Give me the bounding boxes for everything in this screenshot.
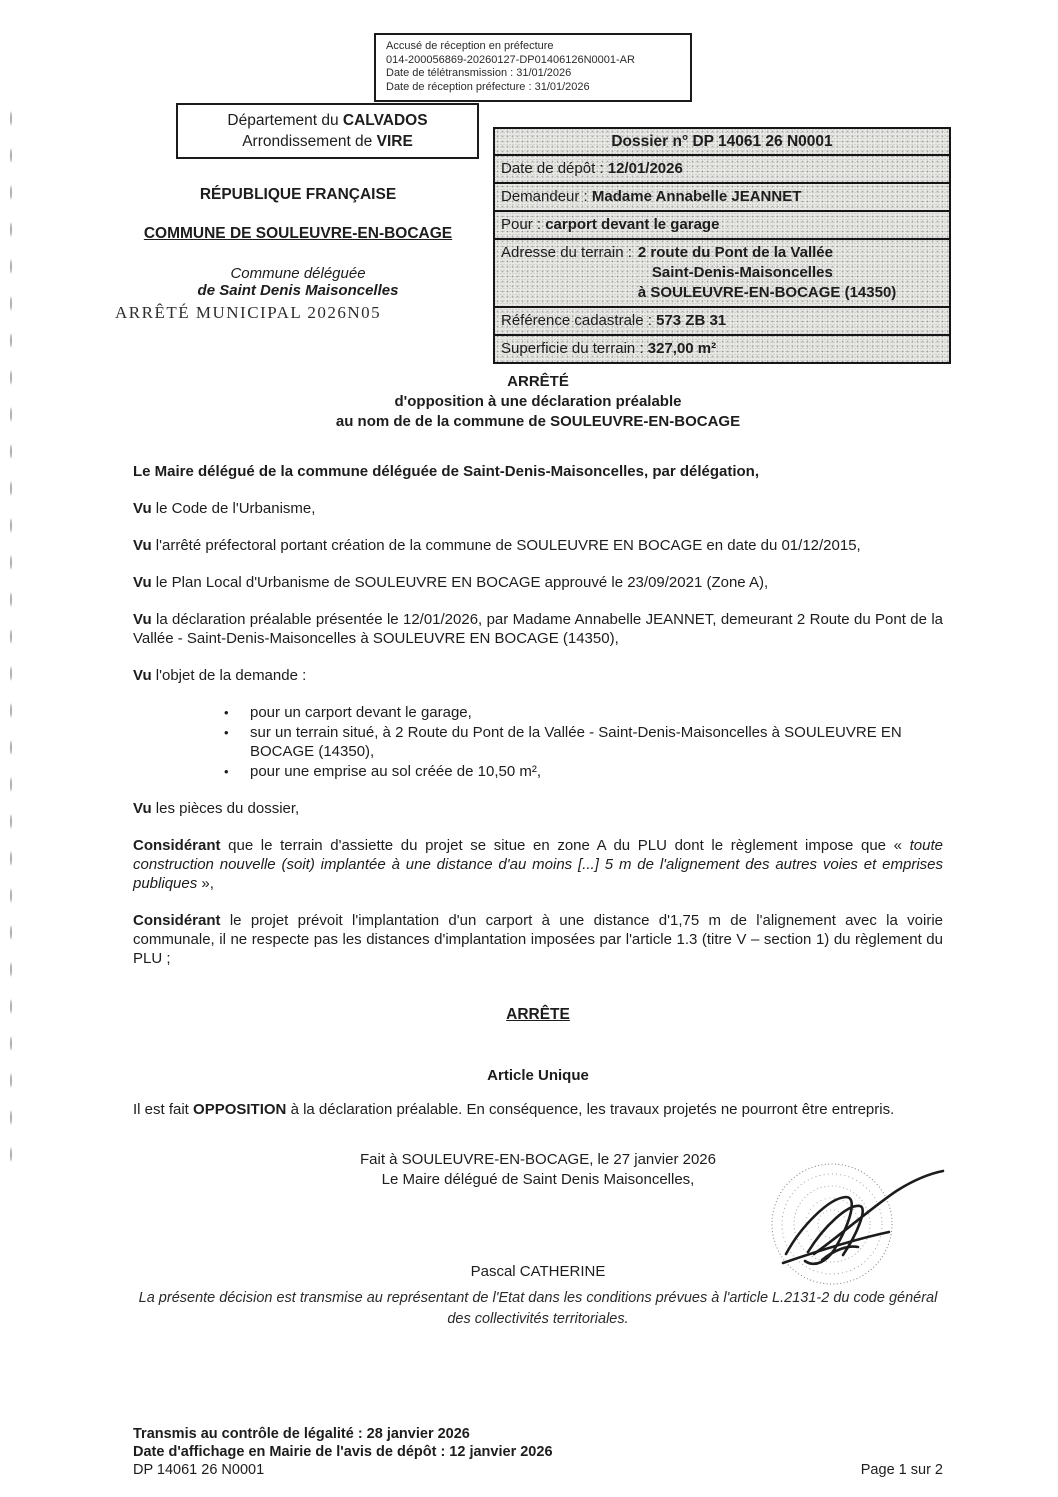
vu-label: Vu xyxy=(133,611,152,628)
plu-quote: toute construction nouvelle (soit) implantée à une distance d'au moins [...] 5 m de l'alignement des autres voies et emprises publiques xyxy=(133,837,944,892)
row-value: 12/01/2026 xyxy=(607,160,683,177)
opposition-keyword: OPPOSITION xyxy=(193,1101,287,1118)
department-box xyxy=(176,103,479,159)
signatory-name: Pascal CATHERINE xyxy=(470,1263,606,1280)
dossier-number: Dossier n° DP 14061 26 N0001 xyxy=(611,133,833,150)
title-line-2: d'opposition à une déclaration préalable xyxy=(394,393,682,410)
republic-title: RÉPUBLIQUE FRANÇAISE xyxy=(199,186,397,203)
arrete-heading: ARRÊTE xyxy=(506,1006,570,1023)
considerant-paragraph-2 xyxy=(133,911,943,968)
vu-text: les pièces du dossier, xyxy=(155,800,300,817)
title-line-3: au nom de de la commune de SOULEUVRE-EN-BOCAGE xyxy=(335,413,741,430)
document-title xyxy=(133,372,943,432)
bullet-item: • pour une emprise au sol créée de 10,50 m², xyxy=(220,762,943,781)
footer-line-controle: Transmis au contrôle de légalité : 28 janvier 2026 xyxy=(133,1426,470,1442)
signatory-title: Le Maire délégué de Saint Denis Maisoncelles, xyxy=(381,1171,695,1188)
mayor-signature-and-stamp xyxy=(756,1142,956,1300)
department-prefix: Département du xyxy=(227,112,339,129)
page-number: Page 1 sur 2 xyxy=(860,1462,943,1478)
vu-paragraph-5 xyxy=(133,666,943,685)
row-value: Madame Annabelle JEANNET xyxy=(591,188,802,205)
vu-label: Vu xyxy=(133,800,152,817)
table-row-superficie xyxy=(495,334,949,362)
reception-line-1: Accusé de réception en préfecture xyxy=(386,40,554,52)
row-value: carport devant le garage xyxy=(545,216,720,233)
row-label: Pour : xyxy=(501,216,542,233)
bullet-item: • pour un carport devant le garage, xyxy=(220,703,943,722)
intro-paragraph xyxy=(133,462,943,481)
stamp-outer-ring xyxy=(772,1164,892,1284)
row-label: Demandeur : xyxy=(501,188,588,205)
decision-paragraph xyxy=(133,1100,943,1119)
vu-paragraph-6 xyxy=(133,799,943,818)
delegated-commune-line2: de Saint Denis Maisoncelles xyxy=(197,282,399,299)
demande-bullet-list xyxy=(220,703,943,781)
address-line-2: Saint-Denis-Maisoncelles xyxy=(651,264,833,281)
considerant-label: Considérant xyxy=(133,837,221,854)
vu-label: Vu xyxy=(133,667,152,684)
commune-title: COMMUNE DE SOULEUVRE-EN-BOCAGE xyxy=(143,225,453,242)
arrondissement-prefix: Arrondissement de xyxy=(242,133,373,150)
reception-line-2: 014-200056869-20260127-DP01406126N0001-AR xyxy=(386,53,635,66)
table-row-adresse xyxy=(495,238,949,306)
arrondissement-name: VIRE xyxy=(376,133,413,150)
reception-line-3: Date de télétransmission : 31/01/2026 xyxy=(386,67,572,79)
vu-text: le Plan Local d'Urbanisme de SOULEUVRE EN BOCAGE approuvé le 23/09/2021 (Zone A), xyxy=(155,574,769,591)
considerant-text: que le terrain d'assiette du projet se situe en zone A du PLU dont le règlement impose que « xyxy=(228,837,902,854)
vu-label: Vu xyxy=(133,574,152,591)
delegated-commune-line1: Commune déléguée xyxy=(230,265,366,282)
decision-pre: Il est fait xyxy=(133,1101,189,1118)
footer-dossier-number: DP 14061 26 N0001 xyxy=(133,1462,265,1478)
vu-text: l'objet de la demande : xyxy=(155,667,307,684)
letterhead xyxy=(115,186,481,323)
reception-stamp-box xyxy=(374,33,692,102)
row-value: 573 ZB 31 xyxy=(656,312,727,329)
article-unique-heading: Article Unique xyxy=(487,1067,589,1084)
department-line xyxy=(227,110,427,131)
vu-text: l'arrêté préfectoral portant création de la commune de SOULEUVRE EN BOCAGE en date du 01/12/2015, xyxy=(155,537,861,554)
row-value-address xyxy=(638,243,896,303)
vu-paragraph-4 xyxy=(133,610,943,648)
vu-label: Vu xyxy=(133,537,152,554)
dossier-table xyxy=(493,127,951,364)
vu-paragraph-1 xyxy=(133,499,943,518)
reception-line-4: Date de réception préfecture : 31/01/2026 xyxy=(386,80,590,93)
document-footer xyxy=(133,1425,943,1479)
table-row-demandeur xyxy=(495,182,949,210)
transmission-footnote: La présente décision est transmise au représentant de l'Etat dans les conditions prévues à l'article L.2131-2 du code général des collectivités territoriales. xyxy=(138,1290,938,1327)
vu-paragraph-3 xyxy=(133,573,943,592)
row-value: 327,00 m² xyxy=(647,340,717,357)
bullet-item: • sur un terrain situé, à 2 Route du Pont de la Vallée - Saint-Denis-Maisoncelles à SOULEUVRE EN BOCAGE (14350), xyxy=(220,723,943,761)
table-row-reference-cadastrale xyxy=(495,306,949,334)
considerant-text: le projet prévoit l'implantation d'un carport à une distance d'1,75 m de l'alignement avec la voirie communale, il ne respecte pas les distances d'implantation imposées par l'article 1.3 (titre V – section 1) du règlement du PLU ; xyxy=(133,912,944,967)
footer-line-affichage: Date d'affichage en Mairie de l'avis de dépôt : 12 janvier 2026 xyxy=(133,1444,553,1460)
vu-text: le Code de l'Urbanisme, xyxy=(155,500,316,517)
row-label: Adresse du terrain : xyxy=(501,244,632,261)
table-row-pour xyxy=(495,210,949,238)
place-and-date: Fait à SOULEUVRE-EN-BOCAGE, le 27 janvier 2026 xyxy=(360,1151,716,1168)
scan-noise-artifacts xyxy=(8,100,14,1180)
row-label: Référence cadastrale : xyxy=(501,312,652,329)
title-line-1: ARRÊTÉ xyxy=(507,373,569,390)
row-label: Date de dépôt : xyxy=(501,160,604,177)
arrondissement-line xyxy=(242,131,413,152)
department-name: CALVADOS xyxy=(342,112,428,129)
vu-paragraph-2 xyxy=(133,536,943,555)
considerant-label: Considérant xyxy=(133,912,221,929)
vu-text: la déclaration préalable présentée le 12/01/2026, par Madame Annabelle JEANNET, demeurant 2 Route du Pont de la Vallée - Saint-Denis-Maisoncelles à SOULEUVRE EN BOCAGE (14350), xyxy=(133,611,943,647)
address-line-1: 2 route du Pont de la Vallée xyxy=(637,244,833,261)
address-line-3: à SOULEUVRE-EN-BOCAGE (14350) xyxy=(637,284,897,301)
table-row-date-depot xyxy=(495,154,949,182)
row-label: Superficie du terrain : xyxy=(501,340,644,357)
intro-text: Le Maire délégué de la commune déléguée de Saint-Denis-Maisoncelles, par délégation, xyxy=(133,463,760,480)
decision-post: à la déclaration préalable. En conséquence, les travaux projetés ne pourront être entrepris. xyxy=(290,1101,895,1118)
considerant-paragraph-1 xyxy=(133,836,943,893)
vu-label: Vu xyxy=(133,500,152,517)
municipal-decree-reference: ARRÊTÉ MUNICIPAL 2026N05 xyxy=(115,303,382,322)
considerant-text-tail: », xyxy=(201,875,214,892)
